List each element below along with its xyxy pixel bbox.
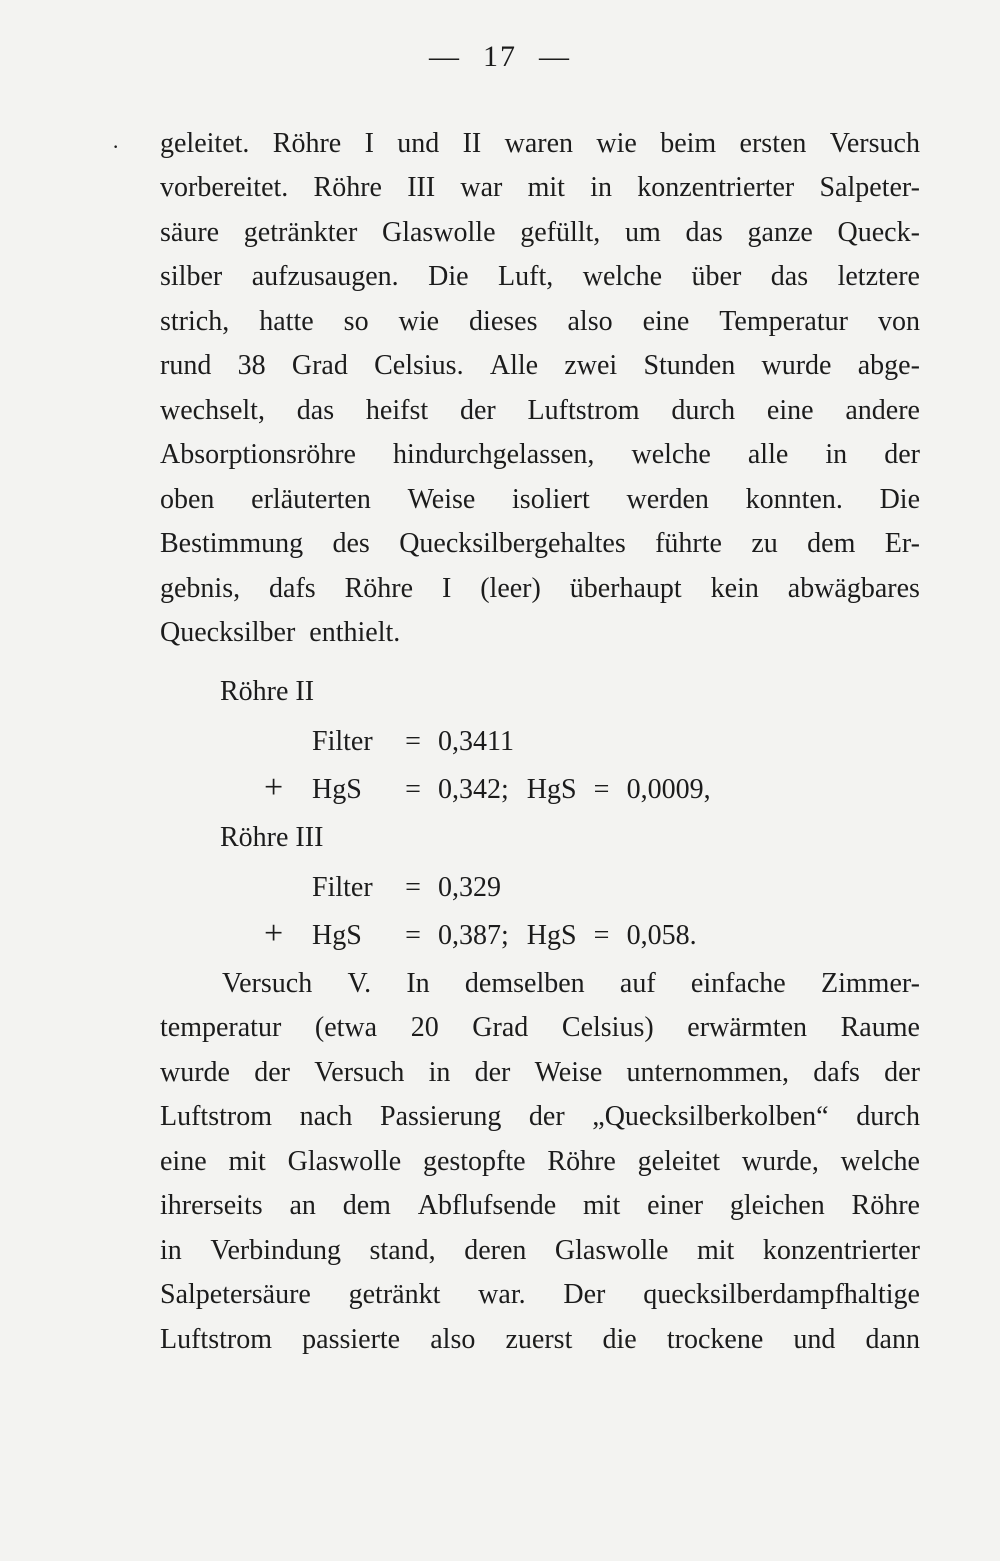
text-word: Luftstrom <box>160 1101 272 1132</box>
text-line <box>160 1186 920 1226</box>
text-word: hatte <box>259 306 314 337</box>
text-word: Quecksilbergehaltes <box>399 528 626 559</box>
roehre-2-filter-line <box>312 722 514 762</box>
text-word: V. <box>347 968 372 999</box>
roehre-2-label: Röhre II <box>220 676 315 707</box>
text-word: ganze <box>747 217 813 248</box>
text-word: aufzusaugen. <box>251 261 399 292</box>
text-word: 0,387; <box>438 920 509 951</box>
dash-left: — <box>429 40 461 73</box>
text-line <box>160 1275 920 1315</box>
text-word: wurde, <box>741 1146 819 1177</box>
text-word: Röhre <box>272 128 342 159</box>
text-word: Glaswolle <box>287 1146 402 1177</box>
text-word: Quecksilber <box>160 617 296 648</box>
text-word: oben <box>160 484 215 515</box>
text-word: = <box>405 726 421 757</box>
text-word: HgS <box>312 920 362 951</box>
text-word: 0,329 <box>438 872 501 903</box>
text-word: so <box>343 306 369 337</box>
text-word: + <box>264 769 284 806</box>
text-word: Passierung <box>380 1101 502 1132</box>
text-word: HgS <box>526 774 577 805</box>
text-word: rund <box>160 350 212 381</box>
text-word: wie <box>596 128 637 159</box>
dash-right: — <box>539 40 571 73</box>
text-word: 38 <box>237 350 266 381</box>
text-word: Salpeter- <box>819 172 920 203</box>
text-word: Weise <box>407 484 476 515</box>
text-word: der <box>474 1057 511 1088</box>
text-line <box>160 569 920 609</box>
text-word: isoliert <box>512 484 590 515</box>
text-word: einer <box>647 1190 704 1221</box>
text-word: Temperatur <box>719 306 848 337</box>
text-line <box>160 480 920 520</box>
text-word: gefüllt, <box>520 217 601 248</box>
text-word: welche <box>631 439 711 470</box>
text-line <box>222 964 920 1004</box>
text-word: HgS <box>526 920 577 951</box>
text-word: wie <box>398 306 440 337</box>
text-line <box>160 524 920 564</box>
text-word: passierte <box>302 1324 401 1355</box>
text-word: konzentrierter <box>762 1235 920 1266</box>
text-word: I <box>364 128 374 159</box>
text-word: Salpetersäure <box>160 1279 311 1310</box>
text-word: beim <box>660 128 717 159</box>
text-word: eine <box>642 306 690 337</box>
text-word: Absorptionsröhre <box>160 439 356 470</box>
text-word: Grad <box>291 350 348 381</box>
text-word: enthielt. <box>309 617 401 648</box>
text-word: abwägbares <box>787 573 920 604</box>
text-word: Celsius. <box>374 350 464 381</box>
text-word: konnten. <box>745 484 843 515</box>
page-number-header <box>0 40 1000 74</box>
text-word: dann <box>865 1324 920 1355</box>
text-word: demselben <box>464 968 585 999</box>
text-word: 0,0009, <box>626 774 711 805</box>
text-word: konzentrierter <box>637 172 795 203</box>
text-word: andere <box>845 395 920 426</box>
text-word: Versuch <box>222 968 313 999</box>
text-word: Filter <box>312 872 373 903</box>
text-word: wurde <box>160 1057 230 1088</box>
text-word: temperatur <box>160 1012 282 1043</box>
text-word: Röhre <box>344 573 414 604</box>
text-word: mit <box>228 1146 266 1177</box>
text-word: mit <box>582 1190 621 1221</box>
text-word: einfache <box>690 968 786 999</box>
text-word: Raume <box>840 1012 920 1043</box>
text-word: das <box>296 395 335 426</box>
text-line <box>160 168 920 208</box>
text-word: in <box>590 172 612 203</box>
text-word: war. <box>478 1279 526 1310</box>
text-word: dem <box>807 528 856 559</box>
text-word: In <box>406 968 430 999</box>
text-word: = <box>593 774 610 805</box>
text-word: kein <box>710 573 759 604</box>
text-word: die <box>602 1324 637 1355</box>
text-word: der <box>254 1057 290 1088</box>
text-word: das <box>685 217 723 248</box>
text-word: Glaswolle <box>381 217 496 248</box>
text-word: geleitet <box>637 1146 721 1177</box>
text-word: „Quecksilberkolben“ <box>592 1101 829 1132</box>
text-word: HgS <box>312 774 362 805</box>
text-word: ihrerseits <box>160 1190 263 1221</box>
text-word: wurde <box>761 350 832 381</box>
text-word: wechselt, <box>160 395 265 426</box>
text-word: Celsius) <box>561 1012 654 1043</box>
text-word: + <box>264 915 284 952</box>
text-word: also <box>567 306 613 337</box>
text-word: Versuch <box>314 1057 405 1088</box>
text-word: nach <box>299 1101 353 1132</box>
text-word: Bestimmung <box>160 528 304 559</box>
text-word: Stunden <box>643 350 736 381</box>
text-word: Röhre <box>313 172 382 203</box>
text-word: I <box>441 573 452 604</box>
text-word: Versuch <box>829 128 920 159</box>
text-line <box>160 346 920 386</box>
text-word: heifst <box>365 395 429 426</box>
text-word: hindurchgelassen, <box>393 439 595 470</box>
text-word: Abflufsende <box>417 1190 557 1221</box>
text-word: also <box>430 1324 476 1355</box>
roehre-3-label: Röhre III <box>220 822 324 853</box>
text-line <box>160 302 920 342</box>
text-word: Glaswolle <box>554 1235 669 1266</box>
text-word: II <box>462 128 482 159</box>
text-line <box>160 1053 920 1093</box>
roehre-3-hgs-line <box>264 914 697 956</box>
text-word: führte <box>655 528 722 559</box>
text-word: werden <box>626 484 709 515</box>
text-word: mit <box>697 1235 735 1266</box>
text-word: und <box>397 128 440 159</box>
text-word: Luftstrom <box>527 395 640 426</box>
text-word: stand, <box>369 1235 436 1266</box>
text-word: säure <box>160 217 220 248</box>
text-line <box>160 1008 920 1048</box>
text-word: zwei <box>564 350 618 381</box>
text-word: war <box>460 172 503 203</box>
text-line <box>160 1097 920 1137</box>
text-word: = <box>405 872 421 903</box>
text-word: (etwa <box>314 1012 378 1043</box>
text-word: trockene <box>666 1324 764 1355</box>
text-word: Grad <box>472 1012 529 1043</box>
text-line <box>160 124 920 164</box>
text-word: getränkt <box>348 1279 441 1310</box>
text-word: waren <box>504 128 574 159</box>
text-word: alle <box>747 439 789 470</box>
text-word: eine <box>160 1146 207 1177</box>
text-word: zuerst <box>505 1324 573 1355</box>
text-word: abge- <box>857 350 920 381</box>
text-word: Verbindung <box>210 1235 341 1266</box>
text-word: und <box>793 1324 836 1355</box>
text-word: (leer) <box>480 573 541 604</box>
text-word: = <box>405 920 421 951</box>
text-word: durch <box>856 1101 920 1132</box>
text-line <box>160 1320 920 1360</box>
text-word: 20 <box>410 1012 439 1043</box>
page-number: 17 <box>483 40 517 73</box>
text-line <box>160 1142 920 1182</box>
text-word: durch <box>671 395 736 426</box>
text-word: dafs <box>813 1057 860 1088</box>
text-word: 0,3411 <box>438 726 514 757</box>
text-word: der <box>884 439 920 470</box>
text-word: 0,058. <box>626 920 697 951</box>
text-word: in <box>825 439 848 470</box>
text-word: erwärmten <box>687 1012 807 1043</box>
text-word: um <box>625 217 661 248</box>
text-word: dem <box>342 1190 391 1221</box>
text-word: deren <box>464 1235 527 1266</box>
text-word: des <box>332 528 370 559</box>
roehre-2-hgs-line <box>264 768 711 810</box>
text-word: III <box>407 172 436 203</box>
text-word: Luftstrom <box>160 1324 272 1355</box>
text-word: zu <box>751 528 778 559</box>
margin-mark: · <box>112 134 120 159</box>
text-word: vorbereitet. <box>160 172 289 203</box>
text-word: Röhre <box>547 1146 616 1177</box>
text-word: in <box>428 1057 451 1088</box>
text-word: gebnis, <box>160 573 241 604</box>
text-word: letztere <box>837 261 920 292</box>
text-word: welche <box>840 1146 920 1177</box>
text-word: mit <box>527 172 565 203</box>
text-line <box>160 435 920 475</box>
text-word: erläuterten <box>251 484 371 515</box>
text-word: strich, <box>160 306 230 337</box>
text-word: silber <box>160 261 223 292</box>
text-line <box>160 257 920 297</box>
text-word: das <box>770 261 809 292</box>
text-word: von <box>877 306 920 337</box>
text-word: der <box>528 1101 565 1132</box>
text-word: 0,342; <box>438 774 509 805</box>
text-word: Alle <box>489 350 539 381</box>
text-word: eine <box>766 395 814 426</box>
text-word: dafs <box>269 573 316 604</box>
text-word: Die <box>879 484 920 515</box>
text-word: Der <box>563 1279 606 1310</box>
text-word: in <box>160 1235 182 1266</box>
text-word: überhaupt <box>569 573 682 604</box>
text-word: quecksilberdampfhaltige <box>643 1279 920 1310</box>
text-word: der <box>884 1057 920 1088</box>
text-word: Er- <box>884 528 920 559</box>
text-word: ersten <box>739 128 807 159</box>
text-word: an <box>289 1190 316 1221</box>
roehre-3-filter-line <box>312 868 501 908</box>
text-word: Zimmer- <box>821 968 920 999</box>
text-line <box>160 613 920 653</box>
text-word: der <box>459 395 496 426</box>
text-word: geleitet. <box>160 128 250 159</box>
text-word: dieses <box>469 306 538 337</box>
text-word: = <box>405 774 421 805</box>
text-line <box>160 1231 920 1271</box>
text-word: = <box>593 920 610 951</box>
text-word: Röhre <box>851 1190 920 1221</box>
text-word: welche <box>582 261 663 292</box>
text-word: auf <box>619 968 656 999</box>
text-word: über <box>691 261 742 292</box>
text-word: Filter <box>312 726 373 757</box>
text-word: Die <box>428 261 469 292</box>
text-word: getränkter <box>243 217 358 248</box>
text-line <box>160 391 920 431</box>
text-word: gestopfte <box>422 1146 526 1177</box>
text-word: Queck- <box>837 217 920 248</box>
text-word: gleichen <box>729 1190 825 1221</box>
text-line <box>160 213 920 253</box>
text-word: Luft, <box>498 261 554 292</box>
text-word: unternommen, <box>626 1057 790 1088</box>
text-word: Weise <box>534 1057 603 1088</box>
